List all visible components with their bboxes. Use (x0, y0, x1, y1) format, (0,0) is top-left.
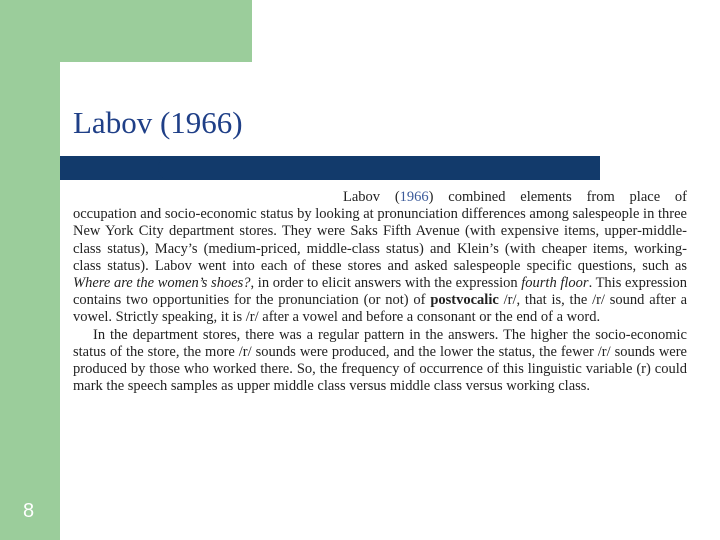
title-underline-bar-left (60, 156, 170, 180)
scanned-text-excerpt (73, 189, 687, 499)
example-expression: fourth floor (521, 275, 589, 292)
paragraph-2: In the department stores, there was a regular pattern in the answers. The higher the socio-economic status of the store, the more /r/ sounds were produced, and the lower the status, the fewer /r/ sounds were produced by those who worked there. So, the frequency of occurrence of this linguistic variable (r) could mark the speech samples as upper middle class versus middle class versus working class. (73, 326, 687, 395)
p1-text-4: /r/, that is, the /r/ sound after a vowel. Strictly speaking, it is /r/ after a vowel and before a consonant or the end of a word. (73, 292, 687, 326)
p1-text-1: ) combined elements from place of occupation and socio-economic status by looking at pronunciation differences among salespeople in three New York City department stores. They were Saks Fifth Avenue (with expensive items, upper-middle-class status), Macy’s (medium-priced, middle-class status) and Klein’s (with cheaper items, working-class status). Labov went into each of these stores and asked salespeople specific questions, such as (73, 189, 687, 274)
p1-text-2: , in order to elicit answers with the expression (250, 275, 522, 292)
frame-top-band (0, 0, 252, 62)
key-term: postvocalic (430, 292, 499, 309)
title-underline-bar (158, 156, 600, 180)
slide-title: Labov (1966) (73, 105, 243, 140)
example-question: Where are the women’s shoes? (73, 275, 251, 292)
page-number: 8 (23, 500, 35, 522)
citation-year: 1966 (399, 189, 429, 205)
p1-prefix: Labov ( (343, 189, 400, 205)
p1-text-3: . This expression contains two opportunities for the pronunciation (or not) of (73, 275, 687, 309)
paragraph-1 (73, 189, 687, 327)
frame-left-band (0, 0, 60, 540)
